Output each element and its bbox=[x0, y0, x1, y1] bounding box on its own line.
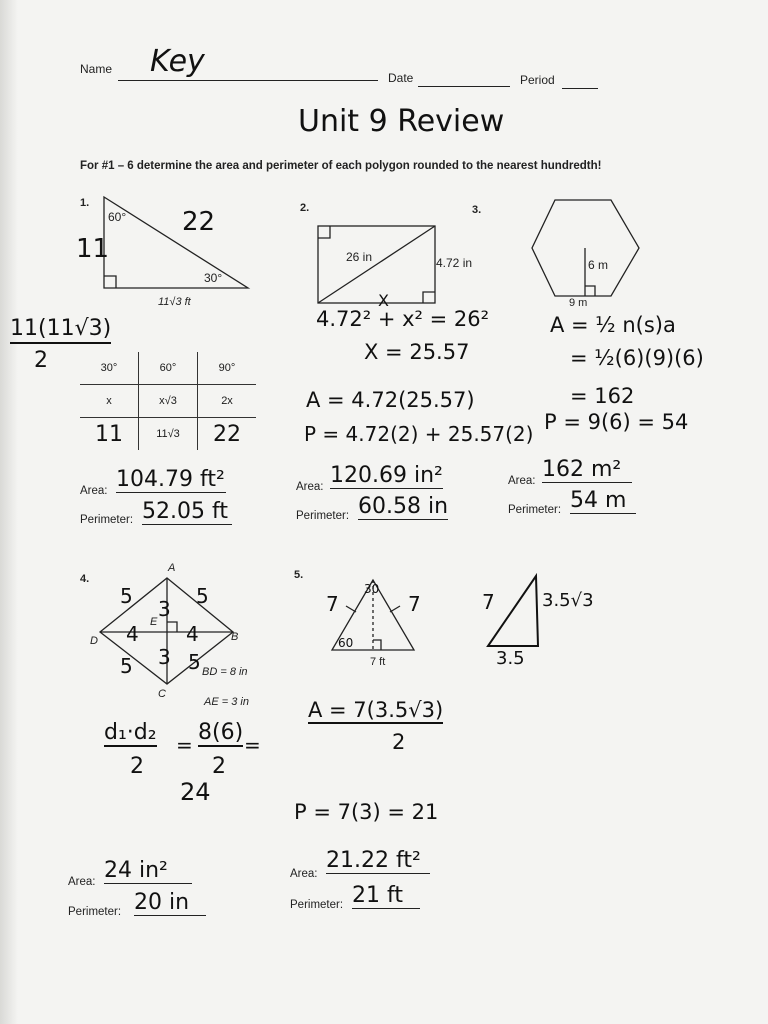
p2-area-label: Area: bbox=[296, 481, 324, 493]
p4-side-label: 5 bbox=[188, 650, 201, 674]
p5-sketch-height: 3.5√3 bbox=[542, 590, 594, 611]
p2-unknown-x: X bbox=[378, 291, 389, 310]
half-triangle-sketch bbox=[488, 576, 538, 646]
p4-half-diagonal: 4 bbox=[126, 622, 139, 646]
p5-side-left: 7 bbox=[326, 592, 339, 616]
problem-2-number: 2. bbox=[300, 202, 310, 214]
p3-equation-1: A = ½ n(s)a bbox=[550, 313, 676, 337]
p2-equation-2: X = 25.57 bbox=[364, 340, 470, 364]
p4-result: 24 bbox=[180, 778, 211, 806]
p2-perimeter-label: Perimeter: bbox=[296, 510, 350, 522]
p1-perimeter-value: 52.05 ft bbox=[142, 499, 232, 525]
table-cell: 60° bbox=[139, 352, 198, 385]
p3-equation-4: P = 9(6) = 54 bbox=[544, 410, 689, 434]
p4-formula-numerator: d₁·d₂ bbox=[104, 720, 157, 745]
table-cell: x√3 bbox=[139, 385, 198, 418]
instructions: For #1 – 6 determine the area and perimeter of each polygon rounded to the nearest hundredth! bbox=[80, 160, 602, 172]
p1-side: 11 bbox=[76, 234, 110, 264]
p4-vertex-b: B bbox=[231, 631, 239, 643]
p2-height: 4.72 in bbox=[436, 256, 473, 270]
p5-area-label: Area: bbox=[290, 868, 318, 880]
p4-vertex-a: A bbox=[168, 562, 176, 574]
p3-apothem: 6 m bbox=[588, 258, 609, 272]
p1-work-denominator: 2 bbox=[34, 348, 48, 373]
p1-hypotenuse: 22 bbox=[182, 207, 216, 237]
p4-area-label: Area: bbox=[68, 876, 96, 888]
p3-equation-3: = 162 bbox=[570, 384, 635, 408]
p1-area-value: 104.79 ft² bbox=[116, 467, 225, 492]
p5-angle-top: 30 bbox=[364, 582, 380, 596]
problem-3-number: 3. bbox=[472, 204, 482, 216]
p5-perimeter-label: Perimeter: bbox=[290, 899, 344, 911]
p4-area-value: 24 in² bbox=[104, 858, 192, 884]
p1-base: 11√3 ft bbox=[158, 296, 191, 308]
p4-perimeter-value: 20 in bbox=[134, 890, 206, 916]
p4-half-diagonal: 3 bbox=[158, 645, 171, 669]
p3-equation-2: = ½(6)(9)(6) bbox=[570, 346, 704, 370]
p4-vertex-c: C bbox=[158, 688, 166, 700]
p2-diagonal: 26 in bbox=[346, 250, 373, 264]
date-label: Date bbox=[388, 71, 414, 85]
name-value: Key bbox=[150, 44, 205, 79]
special-triangle-table bbox=[80, 352, 256, 450]
p2-equation-3: A = 4.72(25.57) bbox=[306, 388, 475, 412]
p1-perimeter-label: Perimeter: bbox=[80, 514, 134, 526]
p4-vertex-d: D bbox=[90, 635, 98, 647]
p5-sketch-hyp: 7 bbox=[482, 590, 495, 614]
p3-area-value: 162 m² bbox=[542, 457, 632, 483]
problem-5-number: 5. bbox=[294, 569, 304, 581]
p4-side-label: 5 bbox=[120, 654, 133, 678]
p1-area-label: Area: bbox=[80, 485, 108, 497]
p4-formula-denominator: 2 bbox=[130, 754, 144, 779]
p2-equation-1: 4.72² + x² = 26² bbox=[316, 307, 490, 331]
table-cell: 2x bbox=[198, 385, 257, 418]
p3-side: 9 m bbox=[569, 297, 588, 309]
p4-bd-given: BD = 8 in bbox=[202, 666, 248, 678]
p4-ae-given: AE = 3 in bbox=[204, 696, 249, 708]
p5-perimeter-value: 21 ft bbox=[352, 883, 420, 909]
p5-side-right: 7 bbox=[408, 592, 421, 616]
p1-angle-right: 30° bbox=[204, 271, 223, 285]
table-cell: 11 bbox=[80, 418, 139, 451]
p3-perimeter-label: Perimeter: bbox=[508, 504, 562, 516]
p5-area-value: 21.22 ft² bbox=[326, 848, 430, 874]
table-cell: x bbox=[80, 385, 139, 418]
p4-equals: = bbox=[176, 733, 193, 757]
p5-area-work-denominator: 2 bbox=[392, 730, 406, 754]
p5-perimeter-work: P = 7(3) = 21 bbox=[294, 800, 439, 824]
p4-sub-numerator: 8(6) bbox=[198, 720, 244, 745]
table-cell: 90° bbox=[198, 352, 257, 385]
p4-side-label: 5 bbox=[120, 584, 133, 608]
table-cell: 11√3 bbox=[139, 418, 198, 451]
p5-sketch-base: 3.5 bbox=[496, 648, 525, 669]
p4-sub-denominator: 2 bbox=[212, 754, 226, 779]
period-label: Period bbox=[520, 73, 555, 87]
problem-4-number: 4. bbox=[80, 573, 90, 585]
name-label: Name bbox=[80, 62, 113, 76]
p4-perimeter-label: Perimeter: bbox=[68, 906, 122, 918]
p1-angle-top: 60° bbox=[108, 210, 127, 224]
p4-equals-2: = bbox=[244, 733, 261, 757]
p1-work-numerator: 11(11√3) bbox=[10, 316, 111, 344]
p5-base: 7 ft bbox=[370, 656, 386, 668]
p2-equation-4: P = 4.72(2) + 25.57(2) bbox=[304, 422, 534, 446]
p3-perimeter-value: 54 m bbox=[570, 488, 636, 514]
table-cell: 30° bbox=[100, 362, 118, 374]
p5-area-work-numerator: A = 7(3.5√3) bbox=[308, 698, 444, 722]
p4-half-diagonal: 3 bbox=[158, 597, 171, 621]
p4-vertex-e: E bbox=[150, 616, 158, 628]
hexagon-figure-3 bbox=[532, 200, 639, 296]
p2-area-value: 120.69 in² bbox=[330, 463, 443, 488]
p5-angle-left: 60 bbox=[338, 636, 354, 650]
page-title: Unit 9 Review bbox=[298, 104, 505, 139]
p3-area-label: Area: bbox=[508, 475, 536, 487]
p4-half-diagonal: 4 bbox=[186, 622, 199, 646]
rectangle-figure-2 bbox=[318, 226, 435, 303]
table-cell: 22 bbox=[198, 418, 257, 451]
p4-side-label: 5 bbox=[196, 584, 209, 608]
problem-1-number: 1. bbox=[80, 197, 90, 209]
p2-perimeter-value: 60.58 in bbox=[358, 494, 449, 519]
